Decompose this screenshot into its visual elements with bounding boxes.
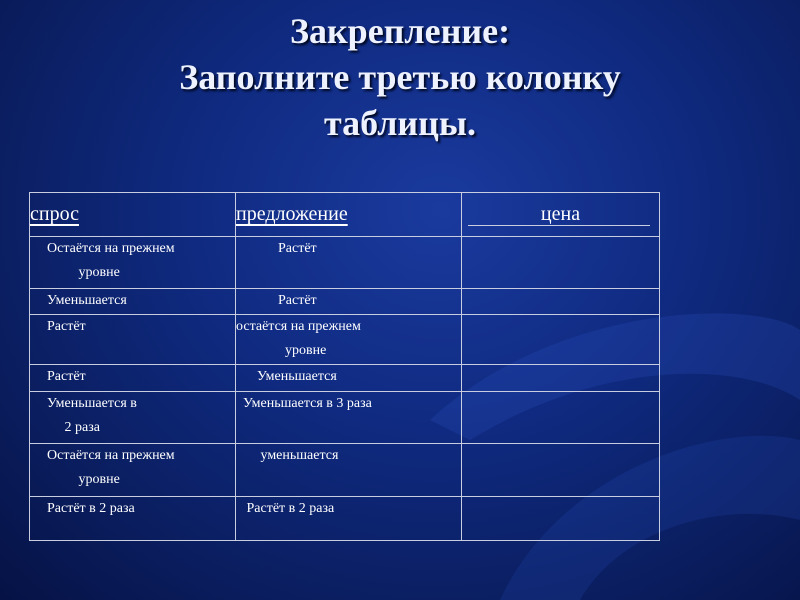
header-supply: предложение [236,193,462,237]
cell-demand-text: Растёт в 2 раза [47,501,135,516]
cell-demand-text: 2 раза [47,420,100,435]
table-row [30,289,660,315]
cell-demand-text: Растёт [47,369,86,384]
cell-demand-text: Уменьшается в [47,396,137,411]
cell-demand [30,237,236,289]
title-line-1: Закрепление: [289,11,511,51]
header-demand: спрос [30,193,236,237]
title-line-3: таблицы. [323,103,476,143]
cell-supply-text: Растёт в 2 раза [236,501,335,516]
cell-supply [236,289,462,315]
table-row [30,444,660,497]
cell-supply [236,237,462,289]
slide-title [0,8,800,146]
cell-demand-text: уровне [47,265,120,280]
cell-price[interactable] [462,289,660,315]
cell-demand [30,365,236,392]
cell-demand [30,497,236,541]
table-row [30,315,660,365]
cell-supply-text: остаётся на прежнем [236,319,361,334]
cell-supply-text: Уменьшается [236,369,337,384]
cell-price[interactable] [462,392,660,444]
header-price: цена [462,193,660,237]
cell-demand [30,289,236,315]
table-row [30,237,660,289]
cell-price[interactable] [462,365,660,392]
cell-demand-text: Остаётся на прежнем [47,241,175,256]
cell-demand [30,444,236,497]
cell-supply-text: уровне [236,343,327,358]
header-price-rule [468,225,650,226]
cell-demand [30,315,236,365]
cell-supply-text: уменьшается [236,448,339,463]
cell-demand-text: уровне [47,472,120,487]
cell-demand-text: Растёт [47,319,86,334]
table-row [30,497,660,541]
cell-supply-text: Уменьшается в 3 раза [236,396,372,411]
cell-supply [236,392,462,444]
table-row [30,365,660,392]
cell-supply [236,365,462,392]
cell-demand [30,392,236,444]
cell-supply [236,315,462,365]
cell-price[interactable] [462,237,660,289]
cell-price[interactable] [462,444,660,497]
demand-supply-table [29,192,660,541]
cell-supply-text: Растёт [236,293,317,308]
cell-demand-text: Остаётся на прежнем [47,448,175,463]
cell-price[interactable] [462,497,660,541]
cell-supply [236,444,462,497]
cell-price[interactable] [462,315,660,365]
table-header-row [30,193,660,237]
cell-supply [236,497,462,541]
title-line-2: Заполните третью колонку [179,57,621,97]
table-row [30,392,660,444]
cell-supply-text: Растёт [236,241,317,256]
cell-demand-text: Уменьшается [47,293,127,308]
